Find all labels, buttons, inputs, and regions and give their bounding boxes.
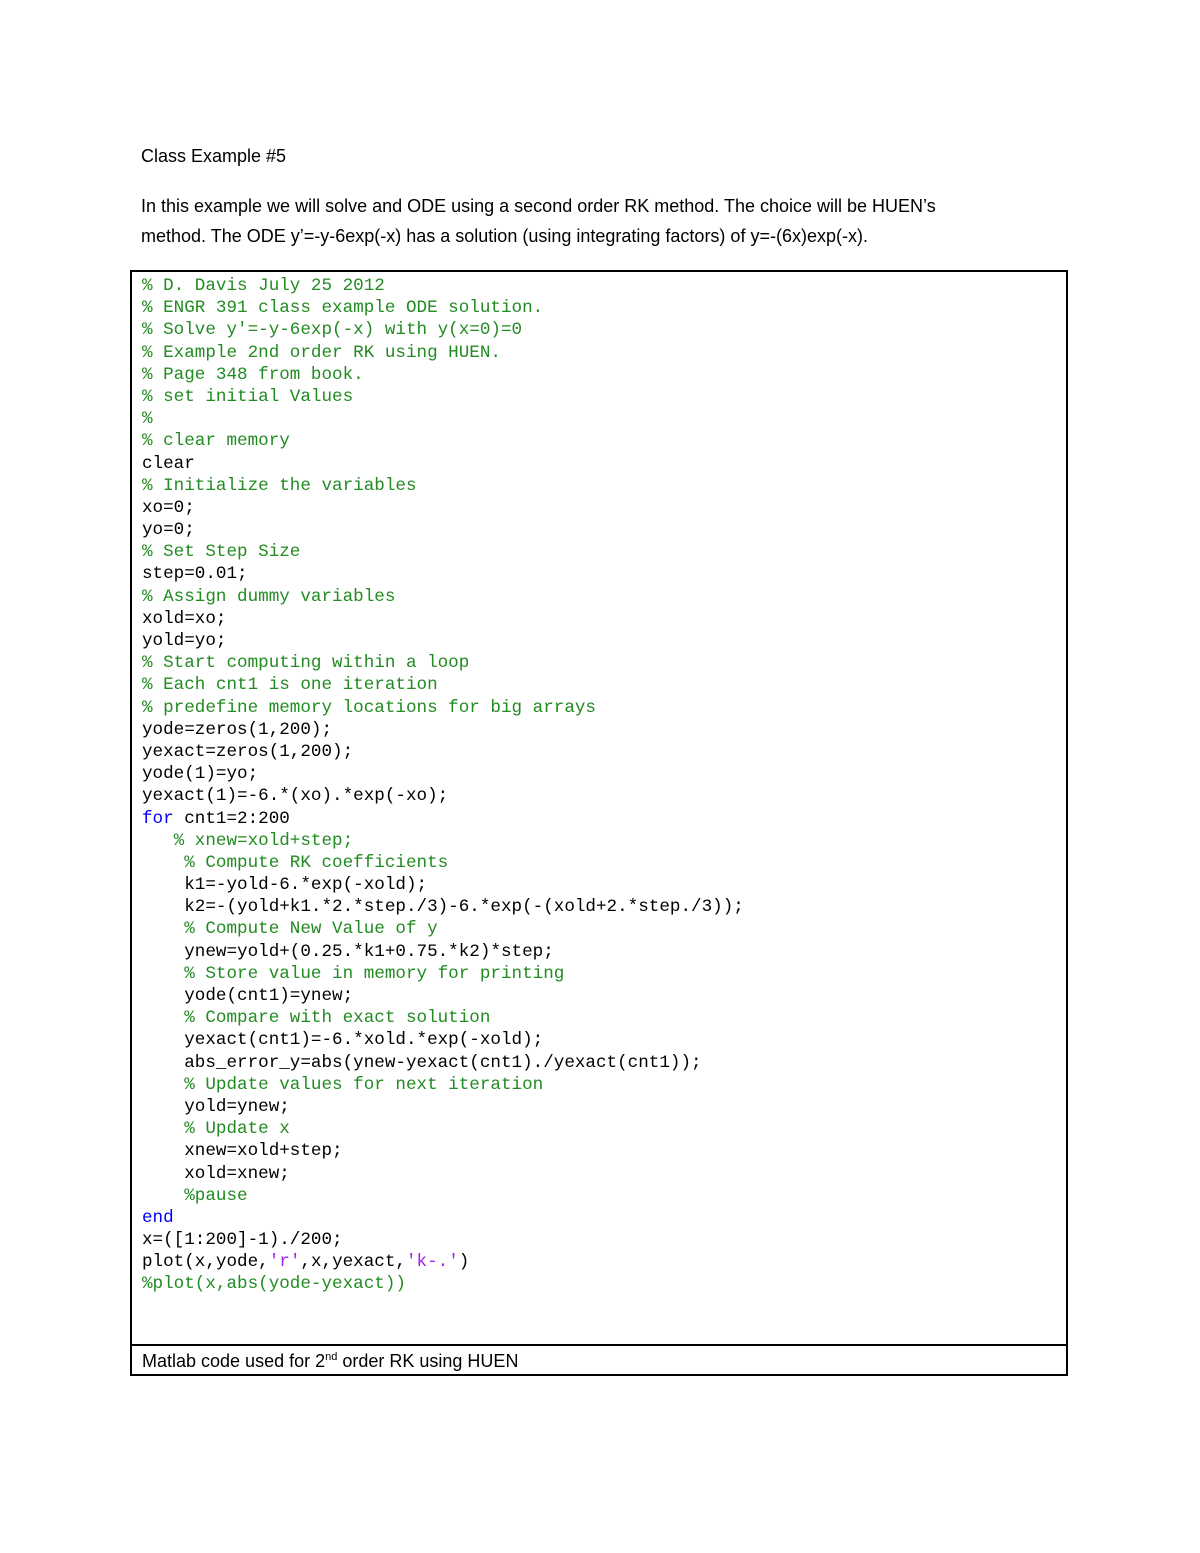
code-line [142,1207,744,1229]
code-line [142,1140,744,1162]
code-normal-token: plot(x,yode, [142,1252,269,1273]
code-keyword-token: end [142,1207,174,1228]
code-line [142,497,744,519]
code-comment-token: % Compute RK coefficients [142,852,449,873]
code-line [142,319,744,341]
code-comment-token: %plot(x,abs(yode-yexact)) [142,1274,406,1295]
code-line [142,1163,744,1185]
code-normal-token: yo=0; [142,520,195,541]
caption-prefix: Matlab code used for 2 [142,1351,326,1371]
code-comment-token: % clear memory [142,431,290,452]
code-comment-token: % set initial Values [142,386,354,407]
code-line [142,941,744,963]
code-line [142,1007,744,1029]
code-normal-token: cnt1=2:200 [173,808,290,829]
code-normal-token: ynew=yold+(0.25.*k1+0.75.*k2)*step; [142,941,554,962]
code-line [142,1074,744,1096]
code-line [142,719,744,741]
code-comment-token: %pause [142,1185,248,1206]
code-line [142,453,744,475]
code-line [142,386,744,408]
code-normal-token: yode(1)=yo; [142,764,259,785]
code-normal-token: k2=-(yold+k1.*2.*step./3)-6.*exp(-(xold+2.*step./3)); [142,897,744,918]
intro-line-1: In this example we will solve and ODE using a second order RK method. The choice will be HUEN’s [141,196,936,216]
code-comment-token: % Update x [142,1119,290,1140]
code-comment-token: % [142,409,153,430]
code-line [142,630,744,652]
code-normal-token: step=0.01; [142,564,248,585]
code-comment-token: % Update values for next iteration [142,1074,544,1095]
code-string-token: 'r' [268,1252,301,1273]
code-line [142,697,744,719]
code-line [142,763,744,785]
code-line [142,430,744,452]
code-line [142,963,744,985]
code-comment-token: % Solve y'=-y-6exp(-x) with y(x=0)=0 [142,320,523,341]
code-line [142,563,744,585]
code-normal-token: yexact=zeros(1,200); [142,741,354,762]
code-line [142,364,744,386]
code-normal-token: ) [458,1252,470,1273]
code-line [142,830,744,852]
code-line [142,541,744,563]
code-keyword-token: for [142,808,174,829]
code-line [142,608,744,630]
code-normal-token: xnew=xold+step; [142,1141,343,1162]
code-comment-token: % predefine memory locations for big arrays [142,697,596,718]
code-line [142,1118,744,1140]
code-normal-token: yexact(cnt1)=-6.*xold.*exp(-xold); [142,1030,544,1051]
code-line [142,674,744,696]
code-comment-token: % Page 348 from book. [142,364,364,385]
code-normal-token: clear [142,453,195,474]
code-normal-token: ,x,yexact, [300,1252,406,1273]
code-normal-token: abs_error_y=abs(ynew-yexact(cnt1)./yexact(cnt1)); [142,1052,702,1073]
code-line [142,1251,744,1273]
code-caption [130,1345,1068,1376]
code-line [142,1096,744,1118]
code-line [142,1029,744,1051]
code-comment-token: % Compare with exact solution [142,1008,491,1029]
code-listing-box [130,270,1068,1345]
code-normal-token: yold=ynew; [142,1096,290,1117]
code-line [142,519,744,541]
code-comment-token: % Each cnt1 is one iteration [142,675,438,696]
code-comment-token: % ENGR 391 class example ODE solution. [142,298,544,319]
matlab-code-block [142,275,744,1296]
code-line [142,275,744,297]
code-line [142,1052,744,1074]
code-line [142,808,744,830]
code-normal-token: yode=zeros(1,200); [142,719,333,740]
code-comment-token: % D. Davis July 25 2012 [142,276,385,296]
code-comment-token: % xnew=xold+step; [142,830,354,851]
code-comment-token: % Compute New Value of y [142,919,438,940]
code-comment-token: % Start computing within a loop [142,653,470,674]
code-normal-token: xo=0; [142,497,195,518]
code-comment-token: % Set Step Size [142,542,301,563]
intro-paragraph [141,191,1071,251]
code-normal-token: xold=xnew; [142,1163,290,1184]
code-normal-token: k1=-yold-6.*exp(-xold); [142,875,428,896]
code-string-token: 'k-.' [405,1252,459,1273]
code-line [142,896,744,918]
code-line [142,874,744,896]
page-title: Class Example #5 [141,146,287,166]
code-normal-token: xold=xo; [142,608,227,629]
code-normal-token: yode(cnt1)=ynew; [142,986,354,1006]
code-normal-token: yexact(1)=-6.*(xo).*exp(-xo); [142,786,449,807]
code-comment-token: % Assign dummy variables [142,586,396,607]
code-normal-token: yold=yo; [142,631,227,651]
code-line [142,918,744,940]
code-line [142,1273,744,1295]
code-line [142,1229,744,1251]
code-comment-token: % Example 2nd order RK using HUEN. [142,342,501,363]
code-line [142,586,744,608]
code-comment-token: % Store value in memory for printing [142,963,565,984]
caption-suffix: order RK using HUEN [337,1351,519,1371]
code-line [142,741,744,763]
code-line [142,652,744,674]
code-line [142,408,744,430]
code-line [142,1185,744,1207]
code-line [142,852,744,874]
code-normal-token: x=([1:200]-1)./200; [142,1230,343,1251]
code-line [142,785,744,807]
code-comment-token: % Initialize the variables [142,475,417,496]
code-line [142,342,744,364]
caption-superscript: nd [325,1351,338,1363]
code-line [142,985,744,1007]
intro-line-2: method. The ODE y’=-y-6exp(-x) has a solution (using integrating factors) of y=-(6x)exp(-x). [141,226,868,246]
code-line [142,297,744,319]
code-line [142,475,744,497]
